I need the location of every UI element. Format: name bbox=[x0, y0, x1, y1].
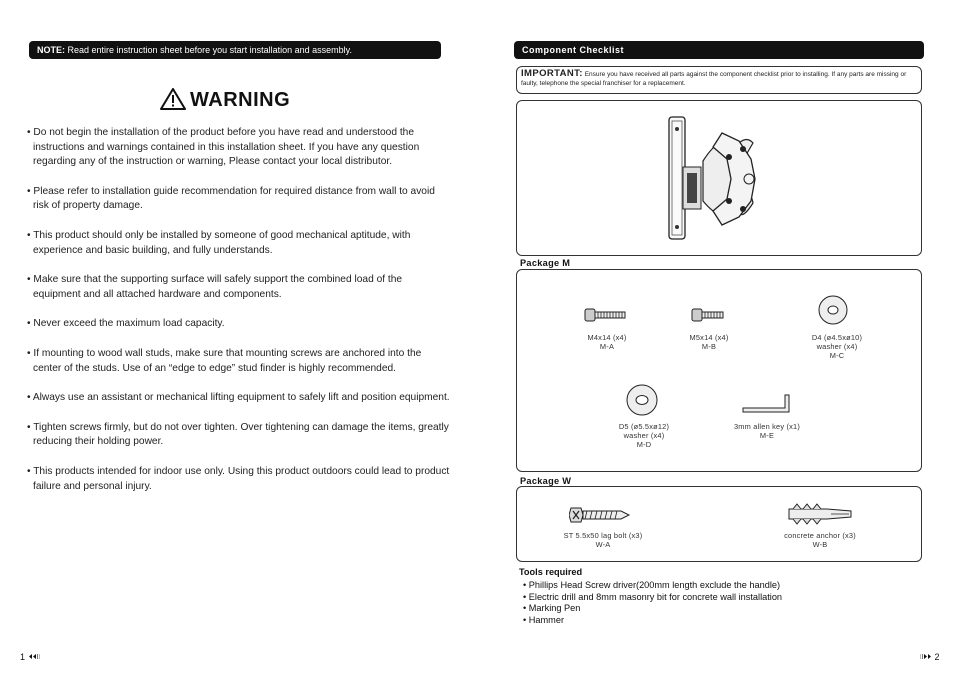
page-number: 1 bbox=[20, 652, 26, 662]
item-code: M-A bbox=[599, 342, 615, 351]
warning-title: WARNING bbox=[190, 89, 291, 111]
list-item: • Hammer bbox=[523, 615, 565, 626]
item-m-b bbox=[669, 333, 749, 351]
list-item: • Never exceed the maximum load capacity. bbox=[27, 318, 225, 330]
list-item: • This products intended for indoor use only. Using this product outdoors could lead to product failure and personal injury. bbox=[27, 465, 450, 492]
item-m-d bbox=[599, 422, 689, 449]
item-name: concrete anchor (x3) bbox=[784, 531, 856, 540]
tools-title: Tools required bbox=[519, 567, 583, 577]
checklist-banner bbox=[514, 41, 924, 59]
page-arrows-icon bbox=[28, 653, 40, 660]
list-item: • Marking Pen bbox=[523, 603, 581, 614]
page-arrows-icon bbox=[920, 653, 932, 660]
item-code: M-C bbox=[829, 351, 845, 360]
item-code: W-A bbox=[595, 540, 611, 549]
item-m-a bbox=[567, 333, 647, 351]
note-banner bbox=[29, 41, 441, 59]
note-label: NOTE: bbox=[37, 45, 65, 55]
list-item: • Always use an assistant or mechanical lifting equipment to safely lift and position equipment. bbox=[27, 392, 450, 404]
item-m-e bbox=[722, 422, 812, 440]
warning-heading bbox=[160, 88, 290, 112]
package-m-title: Package M bbox=[520, 258, 571, 268]
page-number: 2 bbox=[934, 652, 940, 662]
checklist-title: Component Checklist bbox=[522, 45, 625, 55]
item-code: M-D bbox=[636, 440, 652, 449]
note-text: Read entire instruction sheet before you start installation and assembly. bbox=[67, 45, 353, 55]
important-label: IMPORTANT: bbox=[521, 68, 583, 79]
item-m-c bbox=[792, 333, 882, 360]
tool-label: Marking Pen bbox=[528, 603, 581, 614]
item-qty: washer (x4) bbox=[623, 431, 665, 440]
list-item: • Electric drill and 8mm masonry bit for concrete wall installation bbox=[523, 591, 783, 602]
warning-triangle-icon bbox=[160, 88, 186, 110]
washer-icon bbox=[817, 294, 849, 326]
screw-icon bbox=[691, 308, 725, 322]
item-name: D5 (ø5.5xø12) bbox=[618, 422, 670, 431]
anchor-icon bbox=[787, 502, 853, 526]
item-name: D4 (ø4.5xø10) bbox=[811, 333, 863, 342]
list-item: • Make sure that the supporting surface will safely support the combined load of the equipment and all attached hardware and components. bbox=[27, 274, 403, 300]
wall-bracket-icon bbox=[517, 101, 923, 257]
list-item: • Please refer to installation guide recommendation for required distance from wall to avoid risk of property damage. bbox=[27, 185, 435, 212]
item-name: M5x14 (x4) bbox=[689, 333, 729, 342]
tool-label: Hammer bbox=[528, 615, 565, 626]
list-item: • If mounting to wood wall studs, make sure that mounting screws are anchored into the center of the studs. Use of an “edge to edge” stud finder is highly recommended. bbox=[27, 347, 422, 374]
list-item: • Do not begin the installation of the product before you have read and understood the instructions and warnings contained in this installation sheet. If you have any question regarding any of the instruction or warning, Please contact your local distributor. bbox=[27, 127, 420, 168]
washer-icon bbox=[625, 383, 659, 417]
bracket-image-box bbox=[516, 100, 922, 256]
item-qty: washer (x4) bbox=[816, 342, 858, 351]
item-code: M-B bbox=[701, 342, 717, 351]
important-box bbox=[516, 66, 922, 94]
package-m-box bbox=[516, 269, 922, 472]
package-w-title: Package W bbox=[520, 476, 572, 486]
allen-key-icon bbox=[741, 392, 793, 414]
list-item: • Phillips Head Screw driver(200mm length exclude the handle) bbox=[523, 579, 781, 590]
list-item: • Tighten screws firmly, but do not over tighten. Over tightening can damage the items, greatly reducing their holding power. bbox=[27, 421, 449, 448]
warning-list bbox=[27, 126, 452, 509]
item-name: M4x14 (x4) bbox=[587, 333, 627, 342]
item-w-a bbox=[547, 531, 659, 549]
page-number-left bbox=[20, 652, 40, 662]
package-w-box bbox=[516, 486, 922, 562]
important-text: Ensure you have received all parts against the component checklist prior to installing. If any parts are missing or faulty, telephone the special franchiser for a replacement. bbox=[521, 71, 907, 87]
item-code: W-B bbox=[812, 540, 828, 549]
tool-label: Electric drill and 8mm masonry bit for concrete wall installation bbox=[528, 591, 783, 602]
item-name: ST 5.5x50 lag bolt (x3) bbox=[563, 531, 643, 540]
tool-label: Phillips Head Screw driver(200mm length exclude the handle) bbox=[528, 579, 781, 590]
lag-bolt-icon bbox=[569, 505, 631, 525]
tools-section bbox=[519, 567, 782, 627]
item-name: 3mm allen key (x1) bbox=[733, 422, 801, 431]
page-number-right bbox=[920, 652, 940, 662]
item-code: M-E bbox=[759, 431, 775, 440]
item-w-b bbox=[767, 531, 873, 549]
screw-icon bbox=[584, 308, 628, 322]
list-item: • This product should only be installed by someone of good mechanical aptitude, with experience and basic building, and fully understands. bbox=[27, 229, 411, 256]
